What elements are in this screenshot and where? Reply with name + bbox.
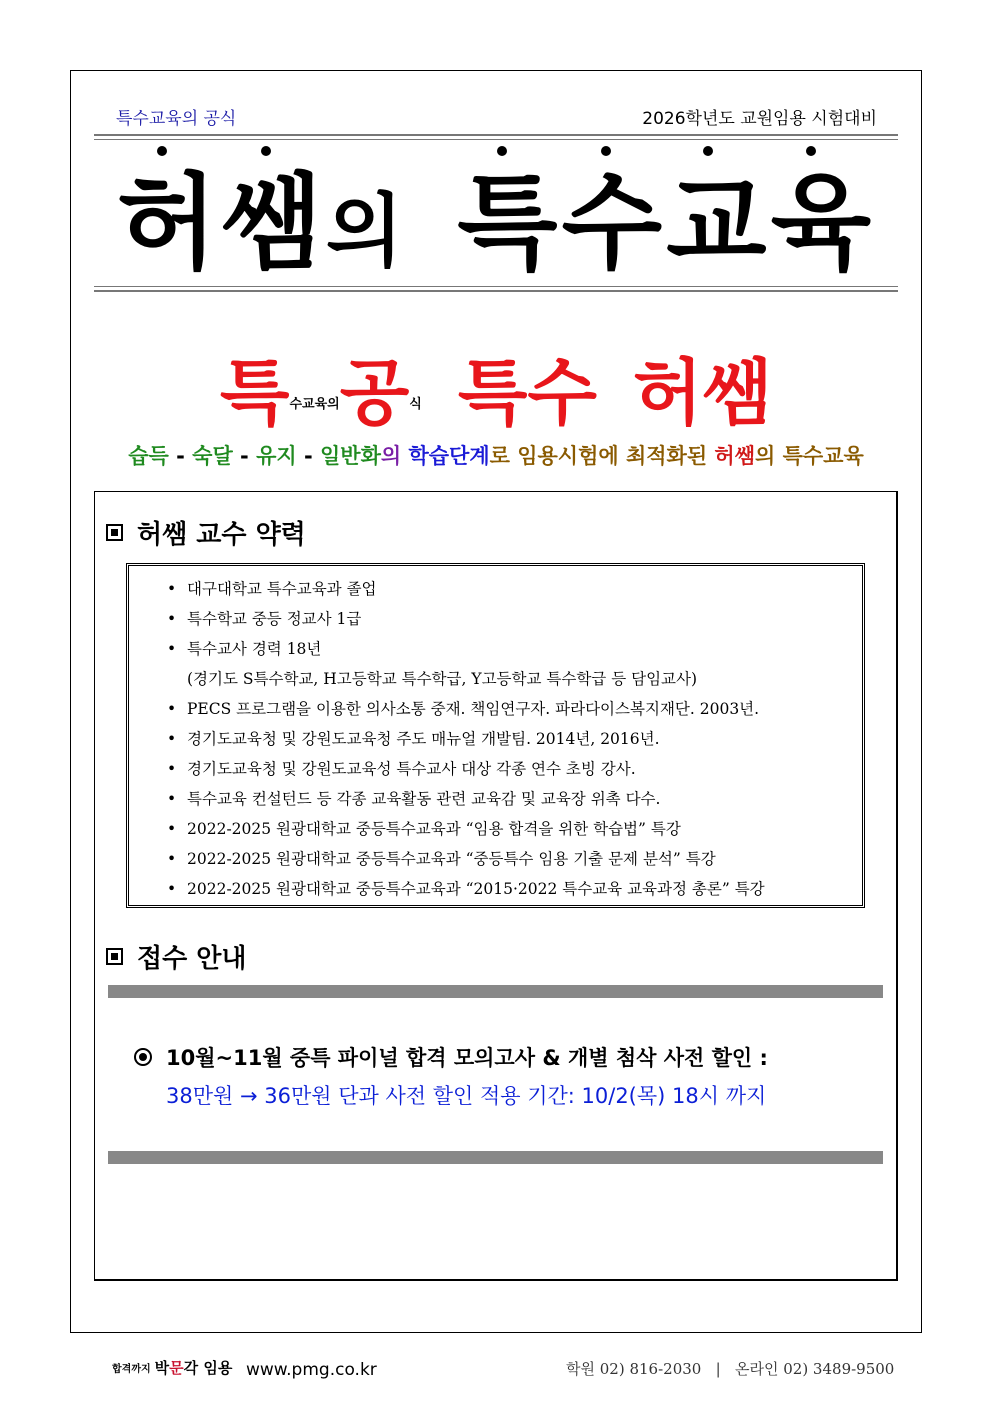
footer-contact: 학원 02) 816-2030 | 온라인 02) 3489-9500 xyxy=(566,1360,895,1378)
career-item: • 2022-2025 원광대학교 중등특수교육과 “중등특수 임용 기출 문제 분석” 특강 xyxy=(167,844,862,874)
career-heading-text: 허쌤 교수 약력 xyxy=(137,520,306,550)
tagline-part8: 허쌤 xyxy=(714,444,755,468)
emphasis-dot-icon xyxy=(261,146,271,156)
title-rule-bottom xyxy=(94,286,898,292)
footer-logo-small: 합격까지 xyxy=(112,1364,151,1375)
notice-line1 xyxy=(134,1042,768,1072)
subtitle-mini2: 식 xyxy=(409,397,422,412)
emphasis-dot-icon xyxy=(497,146,507,156)
bullet-dot-icon: • xyxy=(167,640,177,658)
subtitle-mini1: 수교육의 xyxy=(289,397,340,412)
radio-selected-icon xyxy=(134,1048,152,1066)
career-item: • 경기도교육청 및 강원도교육성 특수교사 대상 각종 연수 초빙 강사. xyxy=(167,754,862,784)
career-item: • 2022-2025 원광대학교 중등특수교육과 “임용 합격을 위한 학습법” 특강 xyxy=(167,814,862,844)
subtitle-word1: 특수 xyxy=(457,351,597,435)
career-item: • 2022-2025 원광대학교 중등특수교육과 “2015·2022 특수교육 교육과정 총론” 특강 xyxy=(167,874,862,904)
divider-bar-bottom xyxy=(108,1151,883,1164)
career-item: • 특수교사 경력 18년 xyxy=(167,634,862,664)
registration-heading-text: 접수 안내 xyxy=(137,944,247,974)
notice-line2: 38만원 → 36만원 단과 사전 할인 적용 기간: 10/2(목) 18시 까지 xyxy=(166,1084,767,1108)
emphasis-dot-icon xyxy=(157,146,167,156)
career-list xyxy=(167,574,862,904)
footer-url[interactable]: www.pmg.co.kr xyxy=(246,1360,377,1380)
square-bullet-icon xyxy=(106,524,123,541)
career-heading xyxy=(106,514,306,551)
main-title-part1: 허쌤 xyxy=(116,162,326,284)
header-right-text: 2026학년도 교원임용 시험대비 xyxy=(642,109,877,129)
tagline-step2: 숙달 xyxy=(192,444,233,468)
tagline-part5: 의 xyxy=(380,444,409,468)
main-title-part2: 의 xyxy=(325,185,408,278)
tagline-step1: 습득 xyxy=(128,444,169,468)
subtitle-char1: 특 xyxy=(219,351,290,435)
tagline-step3: 유지 xyxy=(256,444,297,468)
tagline-part7: 로 임용시험에 최적화된 xyxy=(489,444,715,468)
footer-logo xyxy=(112,1357,232,1378)
subtitle-char2: 공 xyxy=(339,351,410,435)
emphasis-dot-icon xyxy=(703,146,713,156)
subtitle-word2: 허쌤 xyxy=(632,351,773,435)
emphasis-dot-icon xyxy=(806,146,816,156)
footer-logo-brand: 박문각 임용 xyxy=(154,1359,233,1377)
bullet-dot-icon: • xyxy=(167,820,177,838)
tagline-sep2: - xyxy=(232,444,257,468)
main-title-part3: 특수교육 xyxy=(457,162,876,284)
tagline-sep1: - xyxy=(168,444,193,468)
bullet-dot-icon: • xyxy=(167,730,177,748)
career-item: • 경기도교육청 및 강원도교육청 주도 매뉴얼 개발팀. 2014년, 2016년. xyxy=(167,724,862,754)
notice-line1-text: 10월~11월 중특 파이널 합격 모의고사 & 개별 첨삭 사전 할인 : xyxy=(166,1046,768,1070)
tagline-step4: 일반화 xyxy=(320,444,381,468)
career-item: • PECS 프로그램을 이용한 의사소통 중재. 책임연구자. 파라다이스복지재단. 2003년. xyxy=(167,694,862,724)
career-item-continuation: (경기도 S특수학교, H고등학교 특수학급, Y고등학교 특수학급 등 담임교사) xyxy=(187,670,698,688)
career-item: • 특수학교 중등 정교사 1급 xyxy=(167,604,862,634)
divider-bar-top xyxy=(108,985,883,998)
registration-heading xyxy=(106,938,247,975)
career-item: • 특수교육 컨설턴드 등 각종 교육활동 관련 교육감 및 교육장 위촉 다수. xyxy=(167,784,862,814)
square-bullet-icon xyxy=(106,948,123,965)
bullet-dot-icon: • xyxy=(167,610,177,628)
bullet-dot-icon: • xyxy=(167,700,177,718)
career-item: • 대구대학교 특수교육과 졸업 xyxy=(167,574,862,604)
tagline-sep3: - xyxy=(296,444,320,468)
title-rule-top xyxy=(94,134,898,140)
bullet-dot-icon: • xyxy=(167,880,177,898)
tagline-part6: 학습단계 xyxy=(408,444,490,468)
main-title xyxy=(94,158,898,297)
header-left-text: 특수교육의 공식 xyxy=(116,109,237,129)
bullet-dot-icon: • xyxy=(167,790,177,808)
bullet-dot-icon: • xyxy=(167,760,177,778)
bullet-dot-icon: • xyxy=(167,850,177,868)
emphasis-dot-icon xyxy=(601,146,611,156)
bullet-dot-icon: • xyxy=(167,580,177,598)
tagline xyxy=(94,440,898,470)
career-box xyxy=(126,563,865,908)
tagline-part9: 의 특수교육 xyxy=(755,444,864,468)
